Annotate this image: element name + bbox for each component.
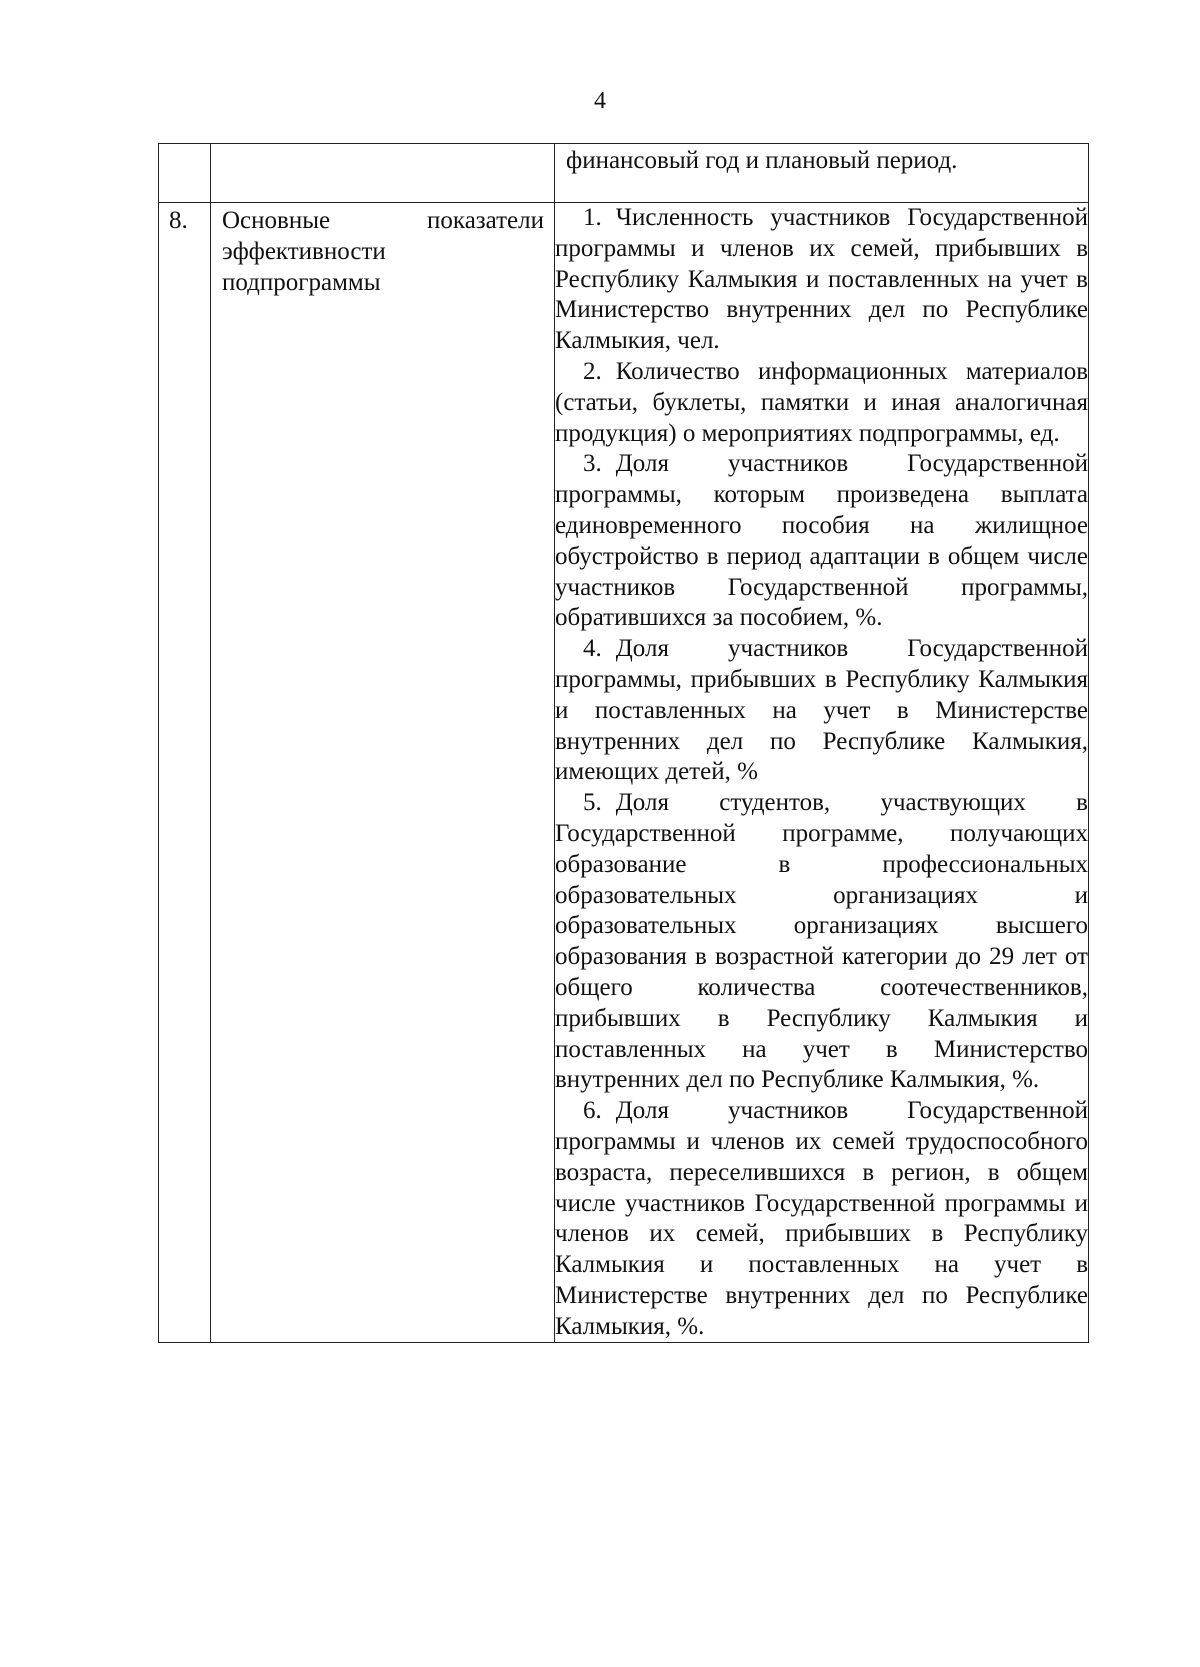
row-name-rest: эффективности подпрограммы <box>222 237 386 296</box>
row-name-word-2: показатели <box>427 207 544 234</box>
indicator-text: Доля участников Государственной программы и членов их семей трудоспособного возраста, переселившихся в регион, в общем числе участников Государственной программы и членов их семей, прибывших в Республику Калмыкия и поставленных на учет в Министерстве внутренних дел по Республике Калмыкия, %. <box>555 1097 1088 1340</box>
row-name-cell <box>211 203 555 1343</box>
continuation-name-cell <box>211 144 555 203</box>
indicator-item <box>555 203 1088 357</box>
continuation-row <box>159 144 1089 203</box>
row-number-cell <box>159 203 211 1343</box>
indicator-number: 1. <box>583 204 602 231</box>
indicator-item <box>555 357 1088 449</box>
program-table <box>158 143 1089 1343</box>
indicator-text: Доля участников Государственной программы, прибывших в Республику Калмыкия и поставленных на учет в Министерстве внутренних дел по Республике Калмыкия, имеющих детей, % <box>555 635 1088 786</box>
indicator-item <box>555 1096 1088 1342</box>
row-number: 8. <box>169 207 188 234</box>
indicator-item <box>555 788 1088 1096</box>
page-number: 4 <box>594 88 606 114</box>
indicator-item <box>555 449 1088 634</box>
indicator-number: 6. <box>583 1097 602 1125</box>
indicators-cell <box>555 203 1089 1343</box>
indicator-item <box>555 634 1088 788</box>
row-name-word-1: Основные <box>222 207 331 234</box>
indicator-text: Доля студентов, участвующих в Государственной программе, получающих образование в профессиональных образовательных организациях и образовательных организациях высшего образования в возрастной категории до 29 лет от общего количества соотечественников, прибывших в Республику Калмыкия и поставленных на учет в Министерство внутренних дел по Республике Калмыкия, %. <box>555 789 1088 1094</box>
indicator-number: 3. <box>583 450 602 478</box>
indicator-text: Численность участников Государственной программы и членов их семей, прибывших в Республику Калмыкия и поставленных на учет в Министерство внутренних дел по Республике Калмыкия, чел. <box>555 204 1088 355</box>
continuation-text: финансовый год и плановый период. <box>566 147 958 174</box>
indicator-number: 5. <box>583 789 602 817</box>
indicator-number: 2. <box>583 357 602 385</box>
row-name-first-line <box>222 206 544 237</box>
continuation-num-cell <box>159 144 211 203</box>
continuation-value-cell <box>555 144 1089 203</box>
indicators-row <box>159 203 1089 1343</box>
indicator-text: Количество информационных материалов (статьи, буклеты, памятки и иная аналогичная продукция) о мероприятиях подпрограммы, ед. <box>555 357 1088 447</box>
row-name <box>211 203 554 298</box>
indicator-text: Доля участников Государственной программы, которым произведена выплата единовременного пособия на жилищное обустройство в период адаптации в общем числе участников Государственной программы, обратившихся за пособием, %. <box>555 450 1088 632</box>
indicator-number: 4. <box>583 635 602 663</box>
